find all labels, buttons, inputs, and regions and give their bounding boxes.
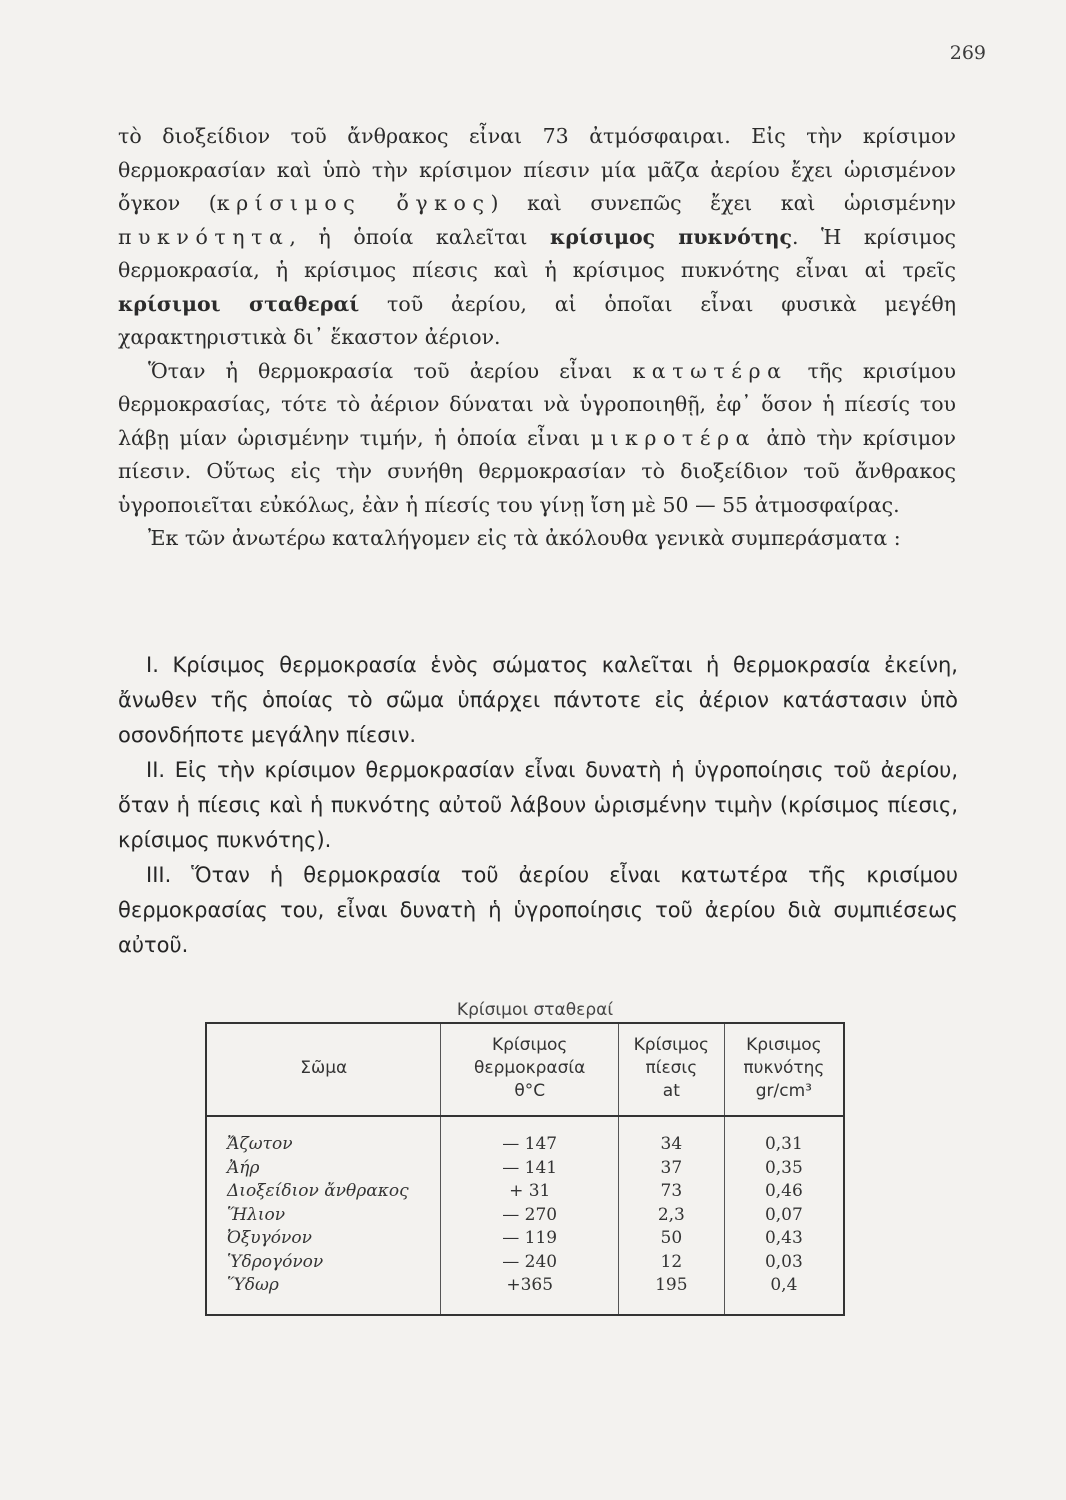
cell-body: Ἀήρ	[227, 1157, 260, 1178]
cell-temperature: — 240	[441, 1251, 618, 1275]
table-row	[206, 1157, 844, 1181]
cell-density: 0,35	[724, 1157, 844, 1181]
cell-pressure: 2,3	[618, 1204, 724, 1228]
header-temperature: Κρίσιμος θερμοκρασία θ°C	[441, 1023, 618, 1116]
cell-body: Διοξείδιον ἄνθρακος	[227, 1181, 409, 1201]
cell-pressure: 50	[618, 1227, 724, 1251]
cell-density: 0,03	[724, 1251, 844, 1275]
page-number: 269	[949, 42, 986, 64]
conclusions-list	[118, 648, 958, 963]
cell-density: 0,46	[724, 1180, 844, 1204]
table-caption: Κρίσιμοι σταθεραί	[456, 1000, 614, 1020]
cell-body: Ἥλιον	[227, 1204, 286, 1225]
cell-density: 0,43	[724, 1227, 844, 1251]
table-header-row	[206, 1023, 844, 1116]
cell-pressure: 12	[618, 1251, 724, 1275]
cell-body: Ὑδρογόνον	[227, 1251, 324, 1272]
table-row	[206, 1251, 844, 1275]
conclusion-item: I. Κρίσιμος θερμοκρασία ἑνὸς σώματος καλεῖται ἡ θερμοκρασία ἐκείνη, ἄνωθεν τῆς ὁποίας τὸ σῶμα ὑπάρχει πάντοτε εἰς ἀέριον κατάστασιν ὑπὸ οσονδήποτε μεγάλην πίεσιν.	[118, 653, 958, 747]
header-body: Σῶμα	[206, 1023, 441, 1116]
cell-pressure: 73	[618, 1180, 724, 1204]
cell-temperature: + 31	[441, 1180, 618, 1204]
table-row	[206, 1180, 844, 1204]
header-density: Κρισιμος πυκνότης gr/cm³	[724, 1023, 844, 1116]
cell-body: Ὀξυγόνον	[227, 1228, 312, 1248]
cell-temperature: +365	[441, 1274, 618, 1315]
conclusion-item: II. Εἰς τὴν κρίσιμον θερμοκρασίαν εἶναι δυνατὴ ἡ ὑγροποίησις τοῦ ἀερίου, ὅταν ἡ πίεσις καὶ ἡ πυκνότης αὐτοῦ λάβουν ὡρισμένην τιμὴν (κρίσιμος πίεσις, κρίσιμος πυκνότης).	[118, 758, 958, 852]
cell-temperature: — 147	[441, 1116, 618, 1157]
table-row	[206, 1274, 844, 1315]
cell-body: Ὕδωρ	[227, 1275, 279, 1295]
cell-pressure: 195	[618, 1274, 724, 1315]
cell-temperature: — 270	[441, 1204, 618, 1228]
cell-density: 0,07	[724, 1204, 844, 1228]
body-text	[118, 120, 956, 556]
paragraph-liquefaction: Ὅταν ἡ θερμοκρασία τοῦ ἀερίου εἶναι κατωτέρα τῆς κρισίμου θερμοκρασίας, τότε τὸ ἀέριον δύναται νὰ ὑγροποιηθῇ, ἐφ᾽ ὅσον ἡ πίεσίς του λάβῃ μίαν ὡρισμένην τιμήν, ἡ ὁποία εἶναι μικροτέρα ἀπὸ τὴν κρίσιμον πίεσιν. Οὕτως εἰς τὴν συνήθη θερμοκρασίαν τὸ διοξείδιον τοῦ ἄνθρακος ὑγροποιεῖται εὐκόλως, ἐὰν ἡ πίεσίς του γίνῃ ἴση μὲ 50 — 55 ἀτμοσφαίρας.	[118, 358, 956, 517]
cell-temperature: — 119	[441, 1227, 618, 1251]
critical-constants-table	[205, 1022, 845, 1316]
table-row	[206, 1227, 844, 1251]
table-row	[206, 1204, 844, 1228]
cell-body: Ἄζωτον	[227, 1134, 293, 1154]
cell-density: 0,4	[724, 1274, 844, 1315]
conclusion-item: III. Ὅταν ἡ θερμοκρασία τοῦ ἀερίου εἶναι κατωτέρα τῆς κρισίμου θερμοκρασίας του, εἶναι δυνατὴ ἡ ὑγροποίησις τοῦ ἀερίου διὰ συμπιέσεως αὐτοῦ.	[118, 863, 958, 957]
cell-pressure: 37	[618, 1157, 724, 1181]
header-pressure: Κρίσιμος πίεσις at	[618, 1023, 724, 1116]
cell-pressure: 34	[618, 1116, 724, 1157]
table-row	[206, 1116, 844, 1157]
paragraph-critical-density: τὸ διοξείδιον τοῦ ἄνθρακος εἶναι 73 ἀτμόσφαιραι. Εἰς τὴν κρίσιμον θερμοκρασίαν καὶ ὑπὸ τὴν κρίσιμον πίεσιν μία μᾶζα ἀερίου ἔχει ὡρισμένον ὄγκον (κρίσιμος ὄγκος) καὶ συνεπῶς ἔχει καὶ ὡρισμένην πυκνότητα, ἡ ὁποία καλεῖται κρίσιμος πυκνότης. Ἡ κρίσιμος θερμοκρασία, ἡ κρίσιμος πίεσις καὶ ἡ κρίσιμος πυκνότης εἶναι αἱ τρεῖς κρίσιμοι σταθεραί τοῦ ἀερίου, αἱ ὁποῖαι εἶναι φυσικὰ μεγέθη χαρακτηριστικὰ δι᾽ ἕκαστον ἀέριον.	[118, 124, 957, 349]
cell-density: 0,31	[724, 1116, 844, 1157]
paragraph-conclusions-intro: Ἐκ τῶν ἀνωτέρω καταλήγομεν εἰς τὰ ἀκόλουθα γενικὰ συμπεράσματα :	[148, 526, 901, 550]
cell-temperature: — 141	[441, 1157, 618, 1181]
